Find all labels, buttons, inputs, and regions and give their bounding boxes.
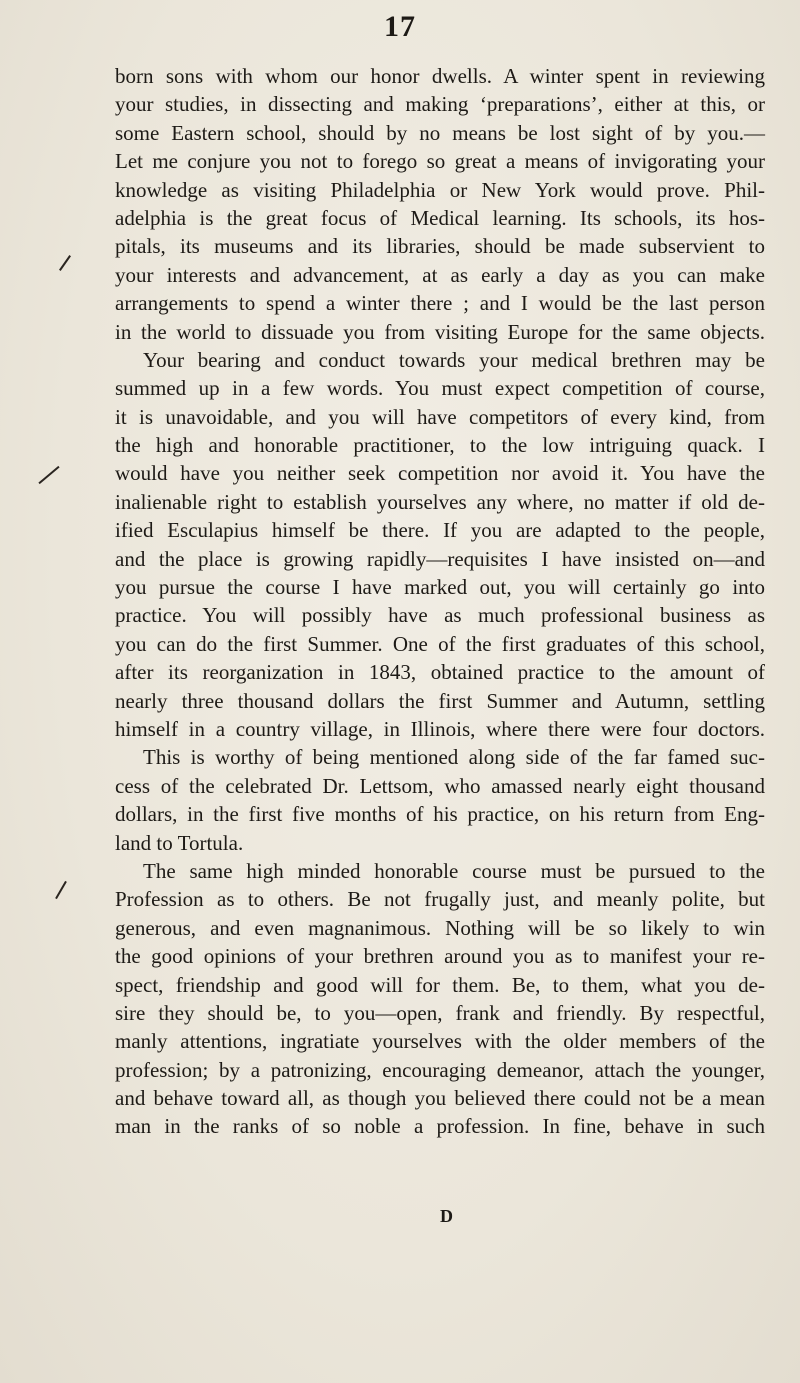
text-line: ified Esculapius himself be there. If you are adapted to the people, [115,518,765,543]
text-line: in the world to dissuade you from visiting Europe for the same objects. [115,319,765,344]
text-line: after its reorganization in 1843, obtained practice to the amount of [115,660,765,685]
text-line: would have you neither seek competition nor avoid it. You have the [115,461,765,486]
text-line: the high and honorable practitioner, to the low intriguing quack. I [115,433,765,458]
text-line: Let me conjure you not to forego so great a means of invigorating your [115,149,765,174]
margin-pencil-mark [38,466,59,484]
signature-mark: D [440,1206,453,1226]
text-line: you pursue the course I have marked out, you will certainly go into [115,575,765,600]
text-line: This is worthy of being mentioned along side of the far famed suc- [143,745,765,770]
text-line: knowledge as visiting Philadelphia or New York would prove. Phil- [115,177,765,202]
text-line: the good opinions of your brethren around you as to manifest your re- [115,944,765,969]
text-line: summed up in a few words. You must expect competition of course, [115,376,765,401]
text-line: adelphia is the great focus of Medical learning. Its schools, its hos- [115,205,765,230]
text-line: inalienable right to establish yourselves any where, no matter if old de- [115,489,765,514]
text-line: your studies, in dissecting and making ‘preparations’, either at this, or [115,92,765,117]
text-line: land to Tortula. [115,830,244,855]
text-line: profession; by a patronizing, encouraging demeanor, attach the younger, [115,1057,765,1082]
text-line: spect, friendship and good will for them. Be, to them, what you de- [115,972,765,997]
page-number: 17 [384,10,416,43]
text-line: arrangements to spend a winter there ; and I would be the last person [115,291,765,316]
text-line: your interests and advancement, at as early a day as you can make [115,262,765,287]
text-line: it is unavoidable, and you will have competitors of every kind, from [115,404,765,429]
text-line: cess of the celebrated Dr. Lettsom, who amassed nearly eight thousand [115,773,765,798]
text-line: sire they should be, to you—open, frank and friendly. By respectful, [115,1000,765,1025]
margin-pencil-mark [59,255,71,271]
text-line: and behave toward all, as though you believed there could not be a mean [115,1086,765,1111]
text-line: Your bearing and conduct towards your medical brethren may be [143,347,765,372]
text-line: pitals, its museums and its libraries, should be made subservient to [115,234,765,259]
text-line: The same high minded honorable course must be pursued to the [143,858,765,883]
text-line: man in the ranks of so noble a profession. In fine, behave in such [115,1114,765,1139]
text-line: you can do the first Summer. One of the first graduates of this school, [115,631,765,656]
text-line: generous, and even magnanimous. Nothing will be so likely to win [115,915,765,940]
text-line: born sons with whom our honor dwells. A winter spent in reviewing [115,64,765,88]
margin-pencil-mark [55,881,67,899]
text-line: dollars, in the first five months of his practice, on his return from Eng- [115,802,765,827]
text-line: Profession as to others. Be not frugally just, and meanly polite, but [115,887,765,912]
text-line: and the place is growing rapidly—requisites I have insisted on—and [115,546,765,571]
body-text [115,62,765,1141]
text-line: practice. You will possibly have as much professional business as [115,603,765,628]
text-line: manly attentions, ingratiate yourselves with the older members of the [115,1029,765,1054]
text-line: nearly three thousand dollars the first Summer and Autumn, settling [115,688,765,713]
text-line: some Eastern school, should by no means be lost sight of by you.— [115,120,765,145]
text-line: himself in a country village, in Illinois, where there were four doctors. [115,716,765,741]
